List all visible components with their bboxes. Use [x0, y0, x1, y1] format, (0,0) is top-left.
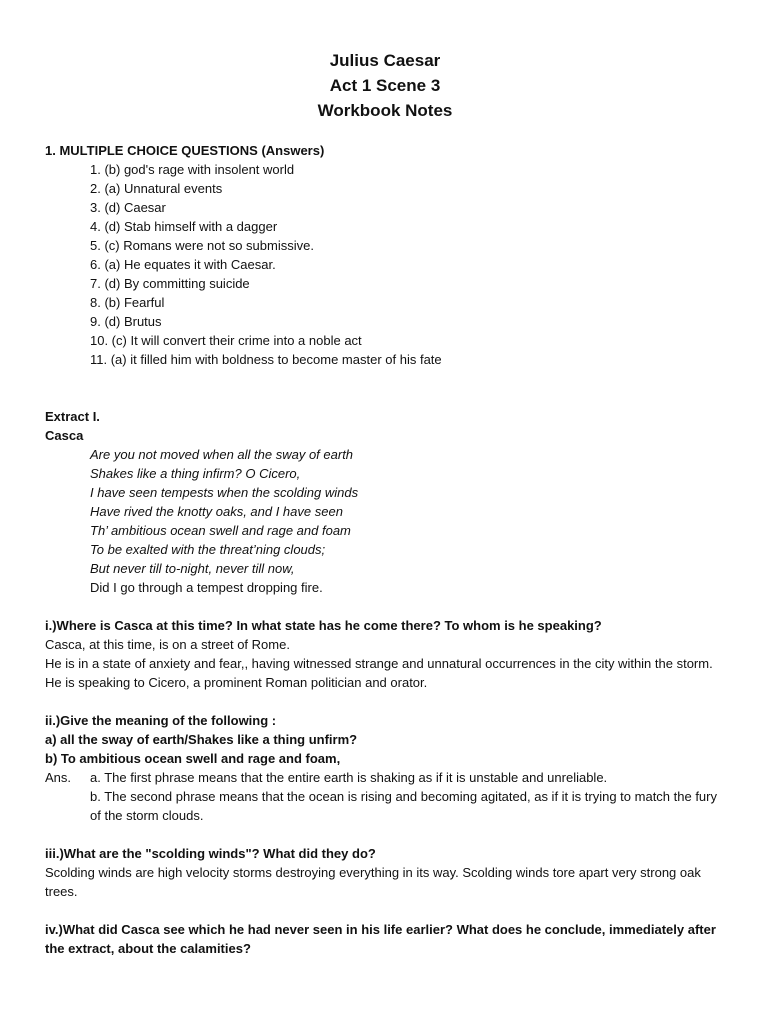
question-3: iii.)What are the "scolding winds"? What did they do? — [45, 846, 376, 861]
title-line-3: Workbook Notes — [317, 101, 453, 120]
answer-2-body — [90, 768, 725, 825]
mcq-answer: 10. (c) It will convert their crime into a noble act — [90, 333, 362, 348]
mcq-answer: 4. (d) Stab himself with a dagger — [90, 219, 278, 234]
verse-line: Shakes like a thing infirm? O Cicero, — [90, 466, 301, 481]
document-title — [45, 48, 725, 123]
extract-speaker: Casca — [45, 428, 84, 443]
mcq-answer: 3. (d) Caesar — [90, 200, 166, 215]
extract-heading: Extract I. — [45, 409, 100, 424]
answer-1-line: He is speaking to Cicero, a prominent Roman politician and orator. — [45, 675, 428, 690]
verse-line: To be exalted with the threat’ning clouds; — [90, 542, 326, 557]
question-2-part-a: a) all the sway of earth/Shakes like a thing unfirm? — [45, 732, 358, 747]
verse-line-last: Did I go through a tempest dropping fire. — [90, 580, 323, 595]
answer-2-a: a. The first phrase means that the entire earth is shaking as if it is unstable and unreliable. — [90, 770, 608, 785]
mcq-answer: 5. (c) Romans were not so submissive. — [90, 238, 314, 253]
answer-1-line: Casca, at this time, is on a street of Rome. — [45, 637, 290, 652]
mcq-answer: 11. (a) it filled him with boldness to become master of his fate — [90, 352, 442, 367]
answer-2-b: b. The second phrase means that the ocean is rising and becoming agitated, as if it is trying to match the fury of the storm clouds. — [90, 789, 717, 823]
extract-verse — [45, 445, 725, 597]
mcq-answer: 9. (d) Brutus — [90, 314, 162, 329]
mcq-answer: 6. (a) He equates it with Caesar. — [90, 257, 276, 272]
question-1: i.)Where is Casca at this time? In what state has he come there? To whom is he speaking? — [45, 618, 602, 633]
mcq-heading: 1. MULTIPLE CHOICE QUESTIONS (Answers) — [45, 143, 325, 158]
answer-3: Scolding winds are high velocity storms destroying everything in its way. Scolding winds tore apart very strong oak trees. — [45, 865, 701, 899]
mcq-answer-list — [45, 160, 725, 369]
verse-line: I have seen tempests when the scolding winds — [90, 485, 359, 500]
mcq-answer: 2. (a) Unnatural events — [90, 181, 223, 196]
document-page — [45, 48, 725, 958]
title-line-1: Julius Caesar — [329, 51, 441, 70]
question-4: iv.)What did Casca see which he had never seen in his life earlier? What does he conclude, immediately after the extract, about the calamities? — [45, 922, 716, 956]
verse-line: Are you not moved when all the sway of earth — [90, 447, 354, 462]
title-line-2: Act 1 Scene 3 — [329, 76, 441, 95]
question-2: ii.)Give the meaning of the following : — [45, 713, 277, 728]
mcq-answer: 8. (b) Fearful — [90, 295, 165, 310]
question-2-part-b: b) To ambitious ocean swell and rage and foam, — [45, 751, 341, 766]
mcq-answer: 7. (d) By committing suicide — [90, 276, 250, 291]
mcq-answer: 1. (b) god's rage with insolent world — [90, 162, 295, 177]
answer-2 — [45, 768, 725, 825]
verse-line: But never till to-night, never till now, — [90, 561, 295, 576]
verse-line: Th’ ambitious ocean swell and rage and foam — [90, 523, 351, 538]
answer-1-line: He is in a state of anxiety and fear,, having witnessed strange and unnatural occurrences in the city within the storm. — [45, 656, 713, 671]
answer-label: Ans. — [45, 770, 72, 785]
verse-line: Have rived the knotty oaks, and I have seen — [90, 504, 343, 519]
